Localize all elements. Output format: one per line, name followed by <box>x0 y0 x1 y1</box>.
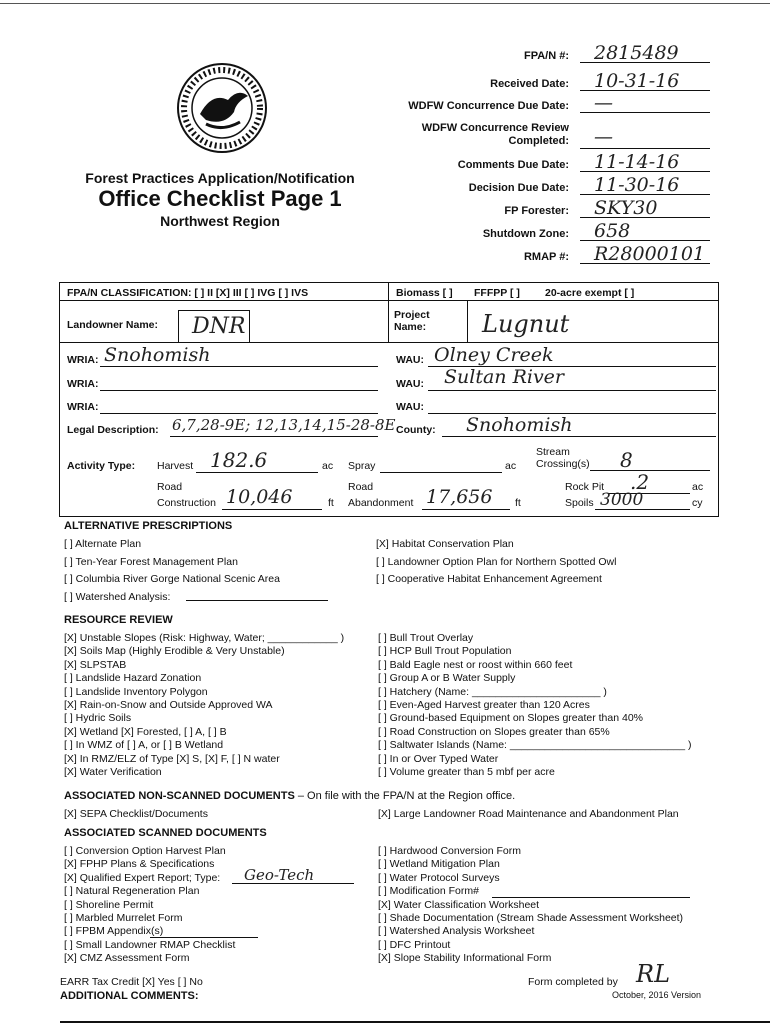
acre-exempt: 20-acre exempt [ ] <box>545 287 635 299</box>
review-right-item-3[interactable]: [ ] Group A or B Water Supply <box>378 672 516 685</box>
info-label-0: FPA/N #: <box>523 50 569 62</box>
nonscanned-heading-row <box>64 790 515 802</box>
info-label-3: WDFW Concurrence Review Completed: <box>421 122 569 147</box>
rockpit-unit: ac <box>692 481 704 493</box>
wau-value-1[interactable]: Olney Creek <box>434 344 554 366</box>
scanned-left-item-4[interactable]: [ ] Shoreline Permit <box>64 898 154 911</box>
scanned-left-item-0[interactable]: [ ] Conversion Option Harvest Plan <box>64 845 226 857</box>
project-label: Project Name: <box>394 309 430 333</box>
review-right-item-5[interactable]: [ ] Even-Aged Harvest greater than 120 Acres <box>378 699 590 711</box>
wau-value-2[interactable]: Sultan River <box>444 366 565 388</box>
wria-value-1[interactable]: Snohomish <box>104 344 211 366</box>
review-left-item-1[interactable]: [X] Soils Map (Highly Erodible & Very Unstable) <box>64 645 285 658</box>
road-label-1: Road <box>157 481 183 493</box>
activity-label: Activity Type: <box>67 460 136 472</box>
dnr-seal-icon <box>176 62 268 154</box>
review-left-item-7[interactable]: [X] Wetland [X] Forested, [ ] A, [ ] B <box>64 725 227 738</box>
scanned-left-item-6[interactable]: [ ] FPBM Appendix(s) <box>64 925 164 938</box>
info-value-4[interactable]: 11-14-16 <box>594 151 680 173</box>
classification: FPA/N CLASSIFICATION: [ ] II [X] III [ ] IVG [ ] IVS <box>67 287 309 299</box>
harvest-unit: ac <box>322 460 334 472</box>
earr-tax-credit[interactable]: EARR Tax Credit [X] Yes [ ] No <box>60 976 203 988</box>
scanned-left-item-8[interactable]: [X] CMZ Assessment Form <box>64 952 190 965</box>
info-line-3 <box>580 148 710 149</box>
review-left-item-6[interactable]: [ ] Hydric Soils <box>64 712 132 725</box>
review-right-item-4[interactable]: [ ] Hatchery (Name: ______________________ ) <box>378 685 607 698</box>
checklist-title: Office Checklist Page 1 <box>98 186 342 211</box>
completed-initials[interactable]: RL <box>636 960 671 988</box>
scanned-left-item-1[interactable]: [X] FPHP Plans & Specifications <box>64 858 215 871</box>
harvest-label: Harvest <box>157 460 194 472</box>
region-title: Northwest Region <box>160 213 280 229</box>
review-right-item-9[interactable]: [ ] In or Over Typed Water <box>378 752 499 765</box>
info-value-7[interactable]: 658 <box>594 220 631 242</box>
info-label-2: WDFW Concurrence Due Date: <box>408 100 569 112</box>
legal-value[interactable]: 6,7,28-9E; 12,13,14,15-28-8E <box>172 416 396 434</box>
review-left-item-3[interactable]: [ ] Landslide Hazard Zonation <box>64 672 202 685</box>
scanned-left-item-3[interactable]: [ ] Natural Regeneration Plan <box>64 885 200 898</box>
info-label-1: Received Date: <box>490 78 569 90</box>
review-left-item-9[interactable]: [X] In RMZ/ELZ of Type [X] S, [X] F, [ ] N water <box>64 752 280 765</box>
scanned-right-item-3[interactable]: [ ] Modification Form# <box>378 885 479 898</box>
review-right-item-1[interactable]: [ ] HCP Bull Trout Population <box>378 645 512 658</box>
abandonment-value[interactable]: 17,656 <box>426 486 493 508</box>
review-left-item-0[interactable]: [X] Unstable Slopes (Risk: Highway, Water; ____________ ) <box>64 632 345 644</box>
biomass: Biomass [ ] <box>396 287 453 299</box>
review-right-item-8[interactable]: [ ] Saltwater Islands (Name: ______________________________ ) <box>378 739 692 752</box>
abandonment-unit: ft <box>515 497 521 509</box>
alt-right-item-1[interactable]: [ ] Landowner Option Plan for Northern Spotted Owl <box>376 555 617 568</box>
alt-right-item-0[interactable]: [X] Habitat Conservation Plan <box>376 538 514 550</box>
wau-label-3: WAU: <box>396 401 424 413</box>
scanned-left-item-7[interactable]: [ ] Small Landowner RMAP Checklist <box>64 938 236 951</box>
info-label-5: Decision Due Date: <box>468 182 569 194</box>
rockpit-value[interactable]: .2 <box>630 470 650 494</box>
review-left-item-4[interactable]: [ ] Landslide Inventory Polygon <box>64 685 208 698</box>
construction-unit: ft <box>328 497 334 509</box>
alt-left-item-2[interactable]: [ ] Columbia River Gorge National Scenic Area <box>64 573 280 585</box>
info-label-8: RMAP #: <box>523 251 569 263</box>
spoils-label: Spoils <box>565 497 594 509</box>
rockpit-label: Rock Pit <box>565 481 605 493</box>
spoils-unit: cy <box>692 497 703 509</box>
legal-label: Legal Description: <box>67 424 159 436</box>
form-title: Forest Practices Application/Notification <box>85 170 355 186</box>
stream-value[interactable]: 8 <box>620 448 633 472</box>
road-label-2: Road <box>348 481 374 493</box>
sepa-checklist[interactable]: [X] SEPA Checklist/Documents <box>64 808 208 820</box>
form-completed-by: Form completed by <box>528 976 618 988</box>
scanned-right-item-7[interactable]: [ ] DFC Printout <box>378 938 451 951</box>
review-heading: RESOURCE REVIEW <box>64 614 173 626</box>
abandonment-label: Abandonment <box>348 497 414 509</box>
wau-label-1: WAU: <box>396 354 424 366</box>
nonscanned-note: – On file with the FPA/N at the Region office. <box>294 790 516 802</box>
spoils-value[interactable]: 3000 <box>600 490 644 510</box>
wria-label-2: WRIA: <box>67 378 99 390</box>
expert-type-value[interactable]: Geo-Tech <box>244 866 315 884</box>
scanned-right-item-8[interactable]: [X] Slope Stability Informational Form <box>378 952 552 965</box>
version-text: October, 2016 Version <box>612 990 702 1000</box>
review-left-item-5[interactable]: [X] Rain-on-Snow and Outside Approved WA <box>64 699 273 711</box>
landowner-value[interactable]: DNR <box>192 314 246 339</box>
review-left-item-10[interactable]: [X] Water Verification <box>64 766 162 778</box>
review-right-item-6[interactable]: [ ] Ground-based Equipment on Slopes greater than 40% <box>378 712 644 725</box>
wau-label-2: WAU: <box>396 378 424 390</box>
scanned-right-item-5[interactable]: [ ] Shade Documentation (Stream Shade Assessment Worksheet) <box>378 912 684 924</box>
info-value-3[interactable]: — <box>594 126 613 148</box>
scanned-left-item-2[interactable]: [X] Qualified Expert Report; Type: <box>64 871 221 884</box>
alt-heading: ALTERNATIVE PRESCRIPTIONS <box>64 520 233 532</box>
scanned-right-item-1[interactable]: [ ] Wetland Mitigation Plan <box>378 858 500 871</box>
wria-label-3: WRIA: <box>67 401 99 413</box>
review-right-item-0[interactable]: [ ] Bull Trout Overlay <box>378 632 474 644</box>
scanned-right-item-0[interactable]: [ ] Hardwood Conversion Form <box>378 845 521 857</box>
alt-left-item-0[interactable]: [ ] Alternate Plan <box>64 538 142 550</box>
info-value-6[interactable]: SKY30 <box>594 197 658 219</box>
info-label-6: FP Forester: <box>504 205 569 217</box>
spray-unit: ac <box>505 460 517 472</box>
info-value-8[interactable]: R28000101 <box>594 243 706 265</box>
county-label: County: <box>396 424 436 436</box>
ffppp: FFFPP [ ] <box>474 287 520 299</box>
harvest-value[interactable]: 182.6 <box>210 448 268 472</box>
review-right-item-10[interactable]: [ ] Volume greater than 5 mbf per acre <box>378 766 555 778</box>
nonscanned-heading: ASSOCIATED NON-SCANNED DOCUMENTS <box>64 790 295 802</box>
landowner-label: Landowner Name: <box>67 319 159 331</box>
info-value-5[interactable]: 11-30-16 <box>594 174 680 196</box>
info-value-1[interactable]: 10-31-16 <box>594 70 680 92</box>
info-label-4: Comments Due Date: <box>457 159 569 171</box>
review-left-item-2[interactable]: [X] SLPSTAB <box>64 658 127 671</box>
large-landowner-plan[interactable]: [X] Large Landowner Road Maintenance and Abandonment Plan <box>378 808 679 820</box>
county-value[interactable]: Snohomish <box>466 414 573 436</box>
wria-label-1: WRIA: <box>67 354 99 366</box>
alt-left-item-3[interactable]: [ ] Watershed Analysis: <box>64 590 171 603</box>
scanned-heading: ASSOCIATED SCANNED DOCUMENTS <box>64 827 267 839</box>
additional-comments: ADDITIONAL COMMENTS: <box>60 990 199 1002</box>
review-right-item-2[interactable]: [ ] Bald Eagle nest or roost within 660 feet <box>378 658 573 671</box>
review-right-item-7[interactable]: [ ] Road Construction on Slopes greater than 65% <box>378 725 610 738</box>
info-value-2[interactable]: — <box>594 92 613 114</box>
scanned-right-item-6[interactable]: [ ] Watershed Analysis Worksheet <box>378 925 535 938</box>
top-border <box>0 3 770 4</box>
info-value-0[interactable]: 2815489 <box>594 42 679 64</box>
review-left-item-8[interactable]: [ ] In WMZ of [ ] A, or [ ] B Wetland <box>64 739 224 752</box>
stream-label: Stream Crossing(s) <box>536 446 590 470</box>
scanned-right-item-2[interactable]: [ ] Water Protocol Surveys <box>378 871 500 884</box>
info-label-7: Shutdown Zone: <box>482 228 569 240</box>
spray-label: Spray <box>348 460 376 472</box>
project-value[interactable]: Lugnut <box>482 310 570 338</box>
alt-left-item-1[interactable]: [ ] Ten-Year Forest Management Plan <box>64 555 238 568</box>
alt-right-item-2[interactable]: [ ] Cooperative Habitat Enhancement Agreement <box>376 573 602 585</box>
scanned-left-item-5[interactable]: [ ] Marbled Murrelet Form <box>64 912 183 924</box>
construction-label: Construction <box>157 497 216 509</box>
scanned-right-item-4[interactable]: [X] Water Classification Worksheet <box>378 898 540 911</box>
construction-value[interactable]: 10,046 <box>226 486 293 508</box>
